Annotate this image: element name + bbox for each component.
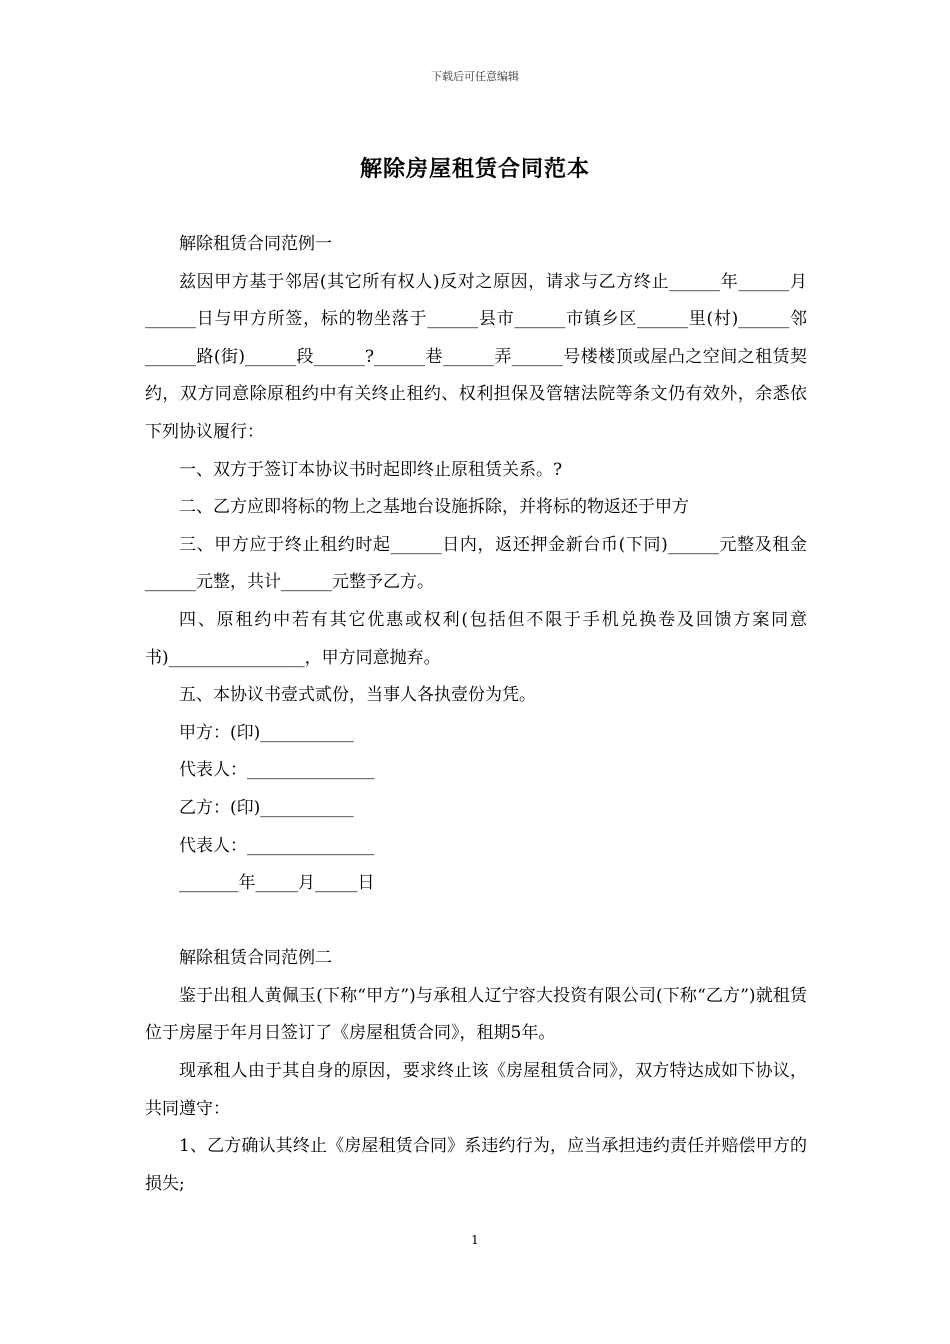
clause-example-2-1: 1、乙方确认其终止《房屋租赁合同》系违约行为，应当承担违约责任并赔偿甲方的损失; <box>145 1136 807 1194</box>
paragraph-agreement: 现承租人由于其自身的原因，要求终止该《房屋租赁合同》，双方特达成如下协议，共同遵守： <box>145 1061 807 1119</box>
page-number: 1 <box>471 1233 479 1247</box>
section-heading-example-1: 解除租赁合同范例一 <box>179 234 332 254</box>
signature-party-a: 甲方：(印)___________ <box>179 722 354 743</box>
section-heading-example-2: 解除租赁合同范例二 <box>179 948 332 969</box>
clause-4: 四、原租约中若有其它优惠或权利(包括但不限于手机兑换卷及回馈方案同意书)________________，甲方同意抛弃。 <box>145 609 807 668</box>
signature-representative-a: 代表人：_______________ <box>179 760 375 781</box>
paragraph-intro: 兹因甲方基于邻居(其它所有权人)反对之原因，请求与乙方终止______年______月______日与甲方所签，标的物坐落于______县市______市镇乡区______里(村)______邻______路(街)______段______?______巷______弄______号楼楼顶或屋凸之空间之租赁契约，双方同意除原租约中有关终止租约、权利担保及管辖法院等条文仍有效外，余悉依下列协议履行： <box>145 271 807 442</box>
signature-representative-b: 代表人：_______________ <box>179 835 375 856</box>
header-note: 下载后可任意编辑 <box>431 70 519 83</box>
clause-5: 五、本协议书壹式贰份，当事人各执壹份为凭。 <box>179 685 536 706</box>
paragraph-whereas: 鉴于出租人黄佩玉(下称“甲方”)与承租人辽宁容大投资有限公司(下称“乙方”)就租赁位于房屋于年月日签订了《房屋租赁合同》，租期5年。 <box>145 985 807 1044</box>
document-body <box>145 226 807 1203</box>
signature-date: _______年_____月_____日 <box>179 873 375 894</box>
clause-3: 三、甲方应于终止租约时起______日内，返还押金新台币(下同)______元整及租金______元整，共计______元整予乙方。 <box>145 534 807 593</box>
signature-party-b: 乙方：(印)___________ <box>179 797 354 818</box>
clause-2: 二、乙方应即将标的物上之基地台设施拆除，并将标的物返还于甲方 <box>179 497 689 518</box>
document-title: 解除房屋租赁合同范本 <box>359 156 590 182</box>
clause-1: 一、双方于签订本协议书时起即终止原租赁关系。? <box>179 459 563 480</box>
